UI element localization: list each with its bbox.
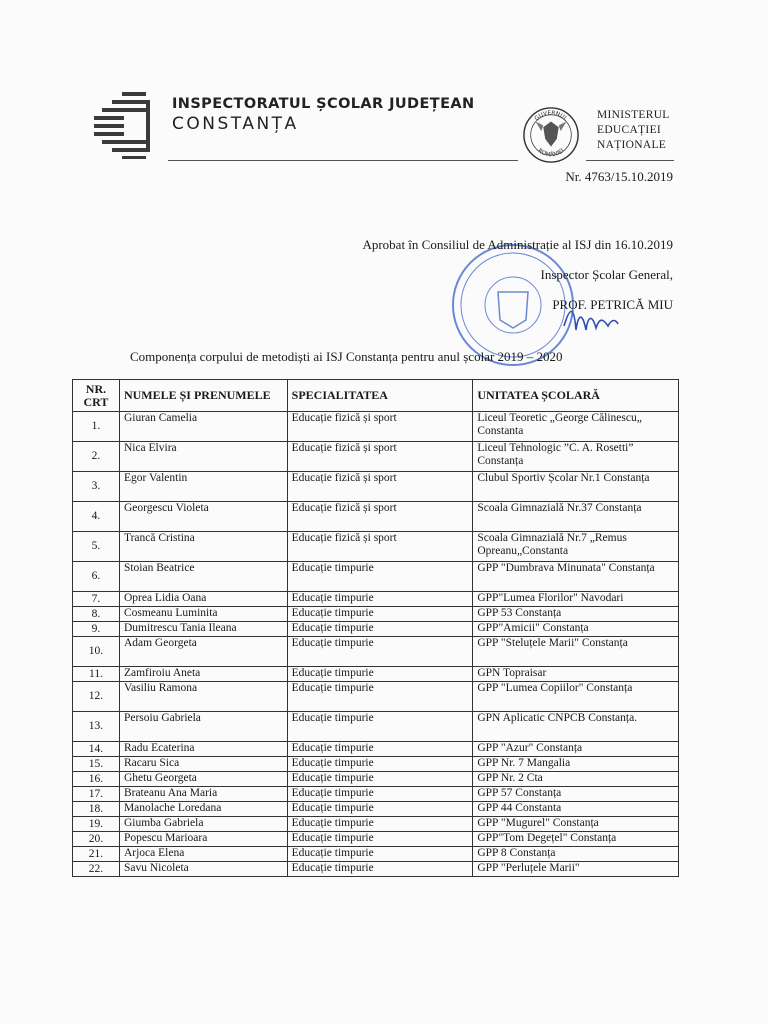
ministry-name — [597, 108, 670, 153]
cell-nr: 19. — [73, 817, 120, 832]
cell-name: Arjoca Elena — [119, 847, 287, 862]
cell-school-unit: GPP "Dumbrava Minunata" Constanța — [473, 562, 679, 592]
header-specialty: SPECIALITATEA — [287, 380, 473, 412]
cell-specialty: Educație timpurie — [287, 622, 473, 637]
cell-school-unit: GPP 53 Constanța — [473, 607, 679, 622]
cell-nr: 13. — [73, 712, 120, 742]
cell-name: Giuran Camelia — [119, 412, 287, 442]
cell-name: Vasiliu Ramona — [119, 682, 287, 712]
cell-nr: 15. — [73, 757, 120, 772]
isj-name — [172, 96, 475, 134]
table-row — [73, 787, 679, 802]
cell-name: Ghetu Georgeta — [119, 772, 287, 787]
cell-specialty: Educație timpurie — [287, 592, 473, 607]
header-nr: NR. CRT — [73, 380, 120, 412]
cell-name: Savu Nicoleta — [119, 862, 287, 877]
table-header-row — [73, 380, 679, 412]
cell-nr: 6. — [73, 562, 120, 592]
seal-text-bottom: ROMÂNIEI — [536, 147, 566, 159]
cell-school-unit: Liceul Teoretic „George Călinescu„ Constanta — [473, 412, 679, 442]
cell-school-unit: GPP 57 Constanța — [473, 787, 679, 802]
cell-specialty: Educație timpurie — [287, 637, 473, 667]
cell-name: Georgescu Violeta — [119, 502, 287, 532]
signature-icon — [560, 296, 620, 346]
svg-text:ROMÂNIEI — [536, 148, 565, 159]
cell-specialty: Educație timpurie — [287, 742, 473, 757]
cell-name: Persoiu Gabriela — [119, 712, 287, 742]
cell-name: Dumitrescu Tania Ileana — [119, 622, 287, 637]
cell-nr: 4. — [73, 502, 120, 532]
cell-specialty: Educație timpurie — [287, 667, 473, 682]
cell-specialty: Educație timpurie — [287, 562, 473, 592]
svg-text:GUVERNUL — [534, 111, 569, 123]
cell-school-unit: GPP "Azur" Constanța — [473, 742, 679, 757]
table-row — [73, 667, 679, 682]
cell-specialty: Educație timpurie — [287, 772, 473, 787]
cell-school-unit: GPP "Steluțele Marii" Constanța — [473, 637, 679, 667]
cell-school-unit: Scoala Gimnazială Nr.7 „Remus Opreanu„Constanta — [473, 532, 679, 562]
cell-school-unit: Scoala Gimnazială Nr.37 Constanța — [473, 502, 679, 532]
ministry-line3: NAȚIONALE — [597, 139, 667, 151]
table-row — [73, 412, 679, 442]
cell-school-unit: GPN Aplicatic CNPCB Constanța. — [473, 712, 679, 742]
cell-school-unit: GPP"Tom Degețel" Constanța — [473, 832, 679, 847]
cell-nr: 12. — [73, 682, 120, 712]
header-divider — [168, 160, 518, 161]
isj-name-line2: CONSTANȚA — [172, 114, 299, 134]
document-title: Componența corpului de metodiști ai ISJ Constanța pentru anul școlar 2019 – 2020 — [130, 349, 563, 364]
table-row — [73, 472, 679, 502]
table-row — [73, 862, 679, 877]
table-row — [73, 592, 679, 607]
cell-specialty: Educație timpurie — [287, 862, 473, 877]
cell-school-unit: GPP 8 Constanța — [473, 847, 679, 862]
cell-name: Stoian Beatrice — [119, 562, 287, 592]
cell-nr: 18. — [73, 802, 120, 817]
cell-specialty: Educație timpurie — [287, 757, 473, 772]
cell-name: Manolache Loredana — [119, 802, 287, 817]
approval-block — [362, 230, 673, 320]
cell-nr: 2. — [73, 442, 120, 472]
header-school-unit: UNITATEA ȘCOLARĂ — [473, 380, 679, 412]
cell-specialty: Educație fizică și sport — [287, 502, 473, 532]
cell-name: Racaru Sica — [119, 757, 287, 772]
cell-school-unit: GPP "Lumea Copiilor" Constanța — [473, 682, 679, 712]
cell-nr: 14. — [73, 742, 120, 757]
approval-signatory: PROF. PETRICĂ MIU — [552, 297, 673, 312]
cell-nr: 11. — [73, 667, 120, 682]
cell-name: Oprea Lidia Oana — [119, 592, 287, 607]
cell-school-unit: GPP "Mugurel" Constanța — [473, 817, 679, 832]
cell-nr: 22. — [73, 862, 120, 877]
cell-name: Adam Georgeta — [119, 637, 287, 667]
cell-specialty: Educație timpurie — [287, 832, 473, 847]
table-row — [73, 742, 679, 757]
ministry-line1: MINISTERUL — [597, 109, 670, 121]
cell-specialty: Educație fizică și sport — [287, 442, 473, 472]
isj-name-line1: INSPECTORATUL ȘCOLAR JUDEȚEAN — [172, 96, 475, 112]
cell-nr: 17. — [73, 787, 120, 802]
cell-school-unit: Liceul Tehnologic ”C. A. Rosetti” Constanța — [473, 442, 679, 472]
cell-specialty: Educație fizică și sport — [287, 412, 473, 442]
table-row — [73, 712, 679, 742]
table-body — [73, 412, 679, 877]
cell-name: Trancă Cristina — [119, 532, 287, 562]
cell-specialty: Educație timpurie — [287, 712, 473, 742]
cell-nr: 9. — [73, 622, 120, 637]
cell-nr: 3. — [73, 472, 120, 502]
cell-name: Popescu Marioara — [119, 832, 287, 847]
document-number: Nr. 4763/15.10.2019 — [565, 169, 673, 184]
cell-nr: 21. — [73, 847, 120, 862]
cell-school-unit: GPP"Amicii" Constanța — [473, 622, 679, 637]
cell-school-unit: GPP "Perluțele Marii" — [473, 862, 679, 877]
header-name: NUMELE ȘI PRENUMELE — [119, 380, 287, 412]
cell-nr: 1. — [73, 412, 120, 442]
table-row — [73, 757, 679, 772]
government-seal-icon — [522, 106, 580, 164]
approval-statement: Aprobat în Consiliul de Administrație al ISJ din 16.10.2019 — [362, 237, 673, 252]
methodologists-table — [72, 379, 679, 877]
seal-text-top: GUVERNUL — [533, 110, 569, 123]
cell-specialty: Educație timpurie — [287, 847, 473, 862]
cell-school-unit: GPP 44 Constanta — [473, 802, 679, 817]
cell-specialty: Educație fizică și sport — [287, 472, 473, 502]
table-row — [73, 562, 679, 592]
table-row — [73, 682, 679, 712]
cell-name: Egor Valentin — [119, 472, 287, 502]
cell-school-unit: GPN Topraisar — [473, 667, 679, 682]
table-row — [73, 637, 679, 667]
cell-nr: 5. — [73, 532, 120, 562]
cell-nr: 10. — [73, 637, 120, 667]
cell-specialty: Educație timpurie — [287, 802, 473, 817]
cell-specialty: Educație timpurie — [287, 787, 473, 802]
cell-specialty: Educație fizică și sport — [287, 532, 473, 562]
cell-nr: 20. — [73, 832, 120, 847]
cell-specialty: Educație timpurie — [287, 682, 473, 712]
table-row — [73, 817, 679, 832]
approval-role: Inspector Școlar General, — [540, 267, 673, 282]
table-row — [73, 532, 679, 562]
cell-nr: 16. — [73, 772, 120, 787]
cell-nr: 8. — [73, 607, 120, 622]
cell-name: Giumba Gabriela — [119, 817, 287, 832]
cell-school-unit: GPP Nr. 7 Mangalia — [473, 757, 679, 772]
isj-logo-icon — [92, 90, 152, 160]
ministry-line2: EDUCAȚIEI — [597, 124, 662, 136]
cell-name: Nica Elvira — [119, 442, 287, 472]
cell-nr: 7. — [73, 592, 120, 607]
cell-specialty: Educație timpurie — [287, 607, 473, 622]
cell-name: Zamfiroiu Aneta — [119, 667, 287, 682]
cell-name: Radu Ecaterina — [119, 742, 287, 757]
cell-school-unit: Clubul Sportiv Școlar Nr.1 Constanța — [473, 472, 679, 502]
table-row — [73, 847, 679, 862]
table-row — [73, 502, 679, 532]
table-row — [73, 772, 679, 787]
cell-specialty: Educație timpurie — [287, 817, 473, 832]
cell-name: Brateanu Ana Maria — [119, 787, 287, 802]
header-divider-right — [586, 160, 674, 161]
cell-name: Cosmeanu Luminita — [119, 607, 287, 622]
table-row — [73, 607, 679, 622]
table-row — [73, 442, 679, 472]
cell-school-unit: GPP Nr. 2 Cta — [473, 772, 679, 787]
cell-school-unit: GPP"Lumea Florilor" Navodari — [473, 592, 679, 607]
table-row — [73, 832, 679, 847]
table-row — [73, 622, 679, 637]
table-row — [73, 802, 679, 817]
